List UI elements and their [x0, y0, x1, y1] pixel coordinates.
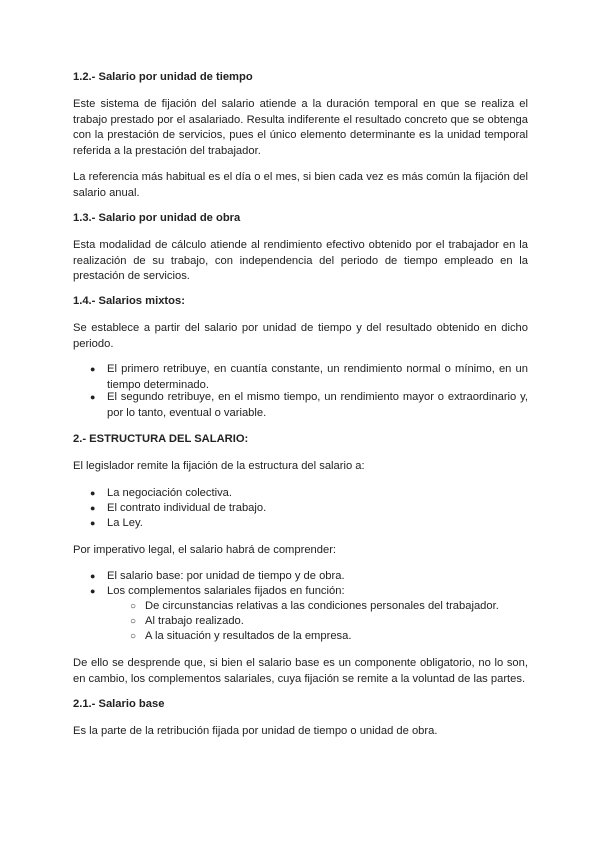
list-item: El salario base: por unidad de tiempo y de obra. — [107, 570, 345, 582]
sub-bullet-icon: ○ — [130, 631, 137, 642]
paragraph: La referencia más habitual es el día o el mes, si bien cada vez es más común la fijación del salario anual. — [73, 171, 528, 199]
paragraph: Por imperativo legal, el salario habrá de comprender: — [73, 544, 337, 556]
paragraph: Este sistema de fijación del salario atiende a la duración temporal en que se realiza el trabajo prestado por el asalariado. Resulta indiferente el resultado concreto que se obtenga con la prestación de servicios, pues el único elemento determinante es la unidad temporal referida a la prestación del trabajador. — [73, 98, 528, 157]
bullet-icon: ● — [90, 392, 96, 402]
sub-bullet-icon: ○ — [130, 616, 137, 627]
heading-salario-obra: 1.3.- Salario por unidad de obra — [73, 212, 241, 224]
list-item: El segundo retribuye, en el mismo tiempo, un rendimiento mayor o extraordinario y, por lo tanto, eventual o variable. — [107, 391, 528, 419]
paragraph: Es la parte de la retribución fijada por unidad de tiempo o unidad de obra. — [73, 725, 438, 737]
list-item: La Ley. — [107, 517, 143, 529]
paragraph: Se establece a partir del salario por unidad de tiempo y del resultado obtenido en dicho periodo. — [73, 322, 528, 350]
list-item: Los complementos salariales fijados en función: — [107, 585, 345, 597]
bullet-icon: ● — [90, 586, 96, 596]
paragraph: El legislador remite la fijación de la estructura del salario a: — [73, 460, 365, 472]
bullet-icon: ● — [90, 488, 96, 498]
heading-salarios-mixtos: 1.4.- Salarios mixtos: — [73, 295, 185, 307]
heading-estructura-salario: 2.- ESTRUCTURA DEL SALARIO: — [73, 433, 249, 445]
paragraph: Esta modalidad de cálculo atiende al rendimiento efectivo obtenido por el trabajador en la realización de su trabajo, con independencia del periodo de tiempo empleado en la prestación de servicios. — [73, 239, 528, 283]
sub-list-item: A la situación y resultados de la empresa. — [145, 630, 352, 642]
list-item: El primero retribuye, en cuantía constante, un rendimiento normal o mínimo, en un tiempo determinado. — [107, 363, 528, 391]
bullet-icon: ● — [90, 364, 96, 374]
bullet-icon: ● — [90, 571, 96, 581]
paragraph: De ello se desprende que, si bien el salario base es un componente obligatorio, no lo son, en cambio, los complementos salariales, cuya fijación se remite a la voluntad de las partes. — [73, 657, 528, 685]
sub-bullet-icon: ○ — [130, 601, 137, 612]
list-item: La negociación colectiva. — [107, 487, 233, 499]
bullet-icon: ● — [90, 518, 96, 528]
heading-salario-base: 2.1.- Salario base — [73, 698, 165, 710]
bullet-icon: ● — [90, 503, 96, 513]
heading-salario-tiempo: 1.2.- Salario por unidad de tiempo — [73, 71, 253, 83]
sub-list-item: Al trabajo realizado. — [145, 615, 244, 627]
list-item: El contrato individual de trabajo. — [107, 502, 267, 514]
sub-list-item: De circunstancias relativas a las condiciones personales del trabajador. — [145, 600, 499, 612]
